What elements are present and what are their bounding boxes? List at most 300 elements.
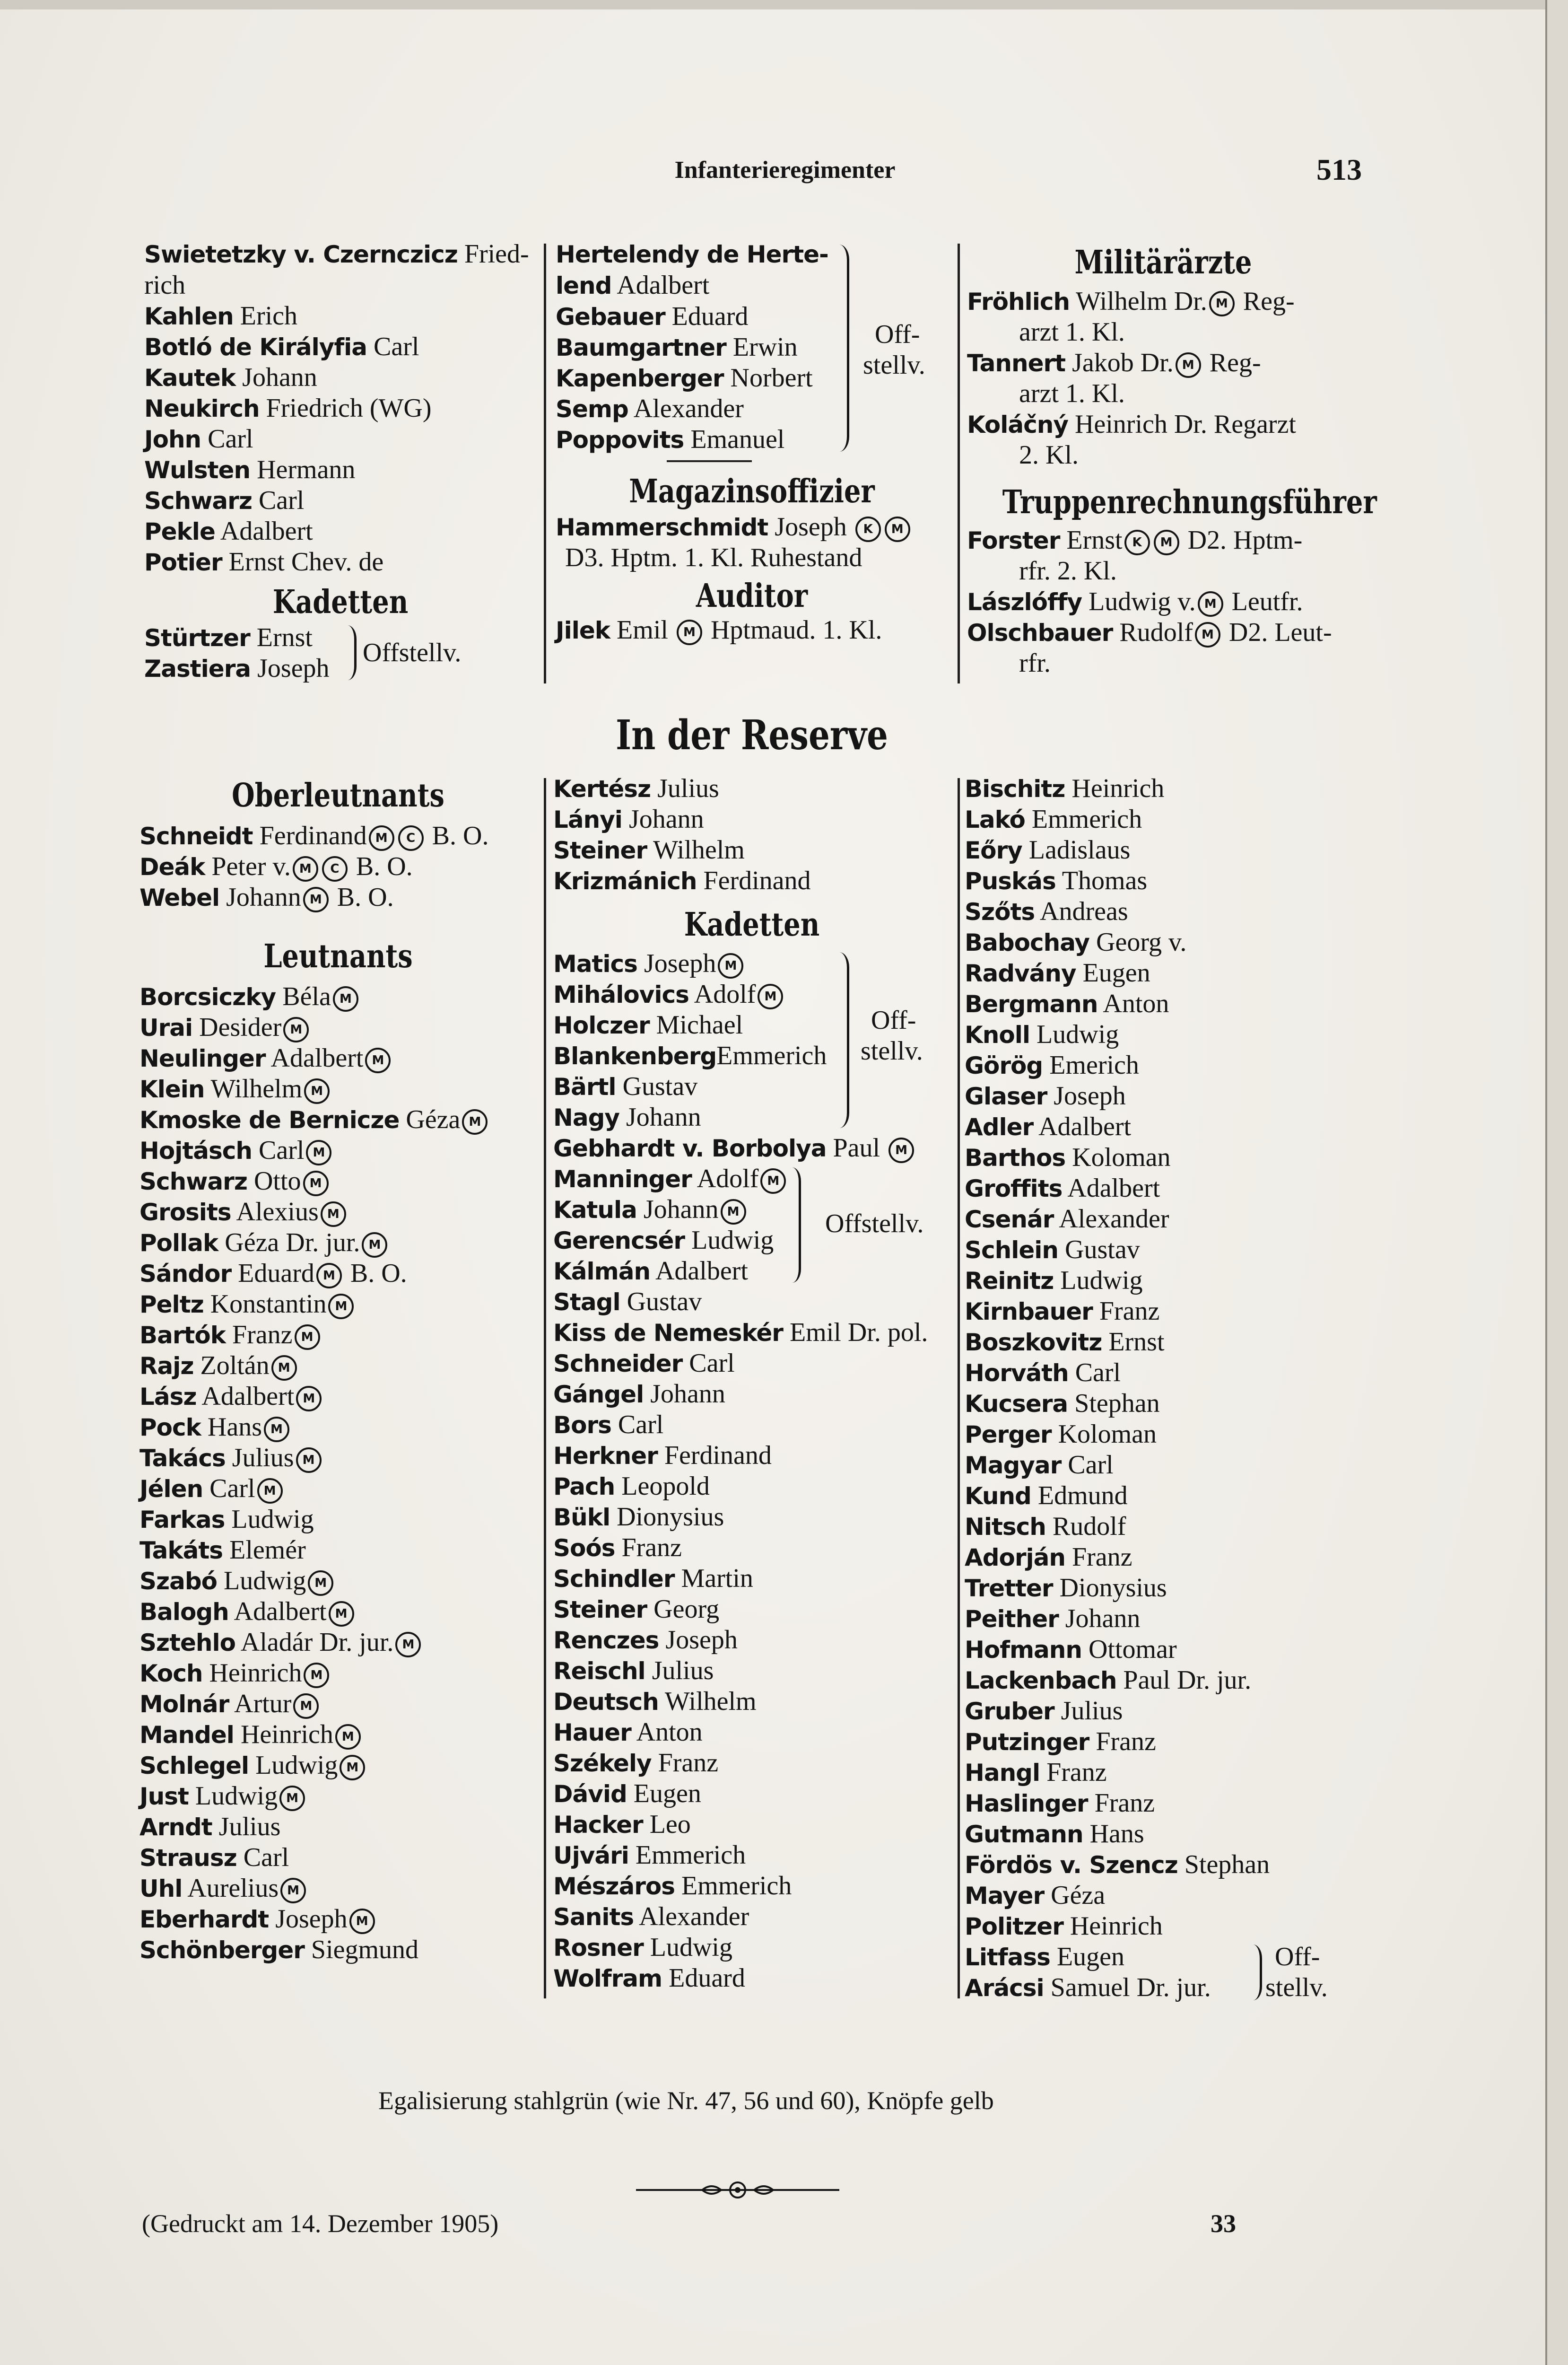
- given-name: Ernst: [1060, 526, 1123, 555]
- list-item: [139, 1043, 537, 1074]
- surname: Blankenberg: [553, 1042, 717, 1070]
- list-item: [965, 1388, 1362, 1419]
- given-name: Heinrich: [202, 1658, 302, 1688]
- given-name: Joseph: [659, 1625, 738, 1655]
- surname: Kucsera: [965, 1390, 1068, 1418]
- list-item: [967, 348, 1359, 378]
- list-item: [965, 1050, 1362, 1081]
- given-name: Ludwig: [217, 1566, 306, 1595]
- surname: Holczer: [553, 1012, 650, 1039]
- given-name: Franz: [1088, 1788, 1155, 1818]
- list-item: [139, 882, 537, 913]
- surname: Klein: [139, 1076, 205, 1103]
- rank-note: B. O.: [425, 821, 489, 850]
- m-badge-icon: M: [303, 887, 329, 912]
- militaerarzte-heading: Militärärzte: [1074, 244, 1252, 281]
- given-name: Ernst Chev. de: [222, 547, 384, 577]
- list-item: [965, 1419, 1362, 1450]
- list-item: [139, 1381, 537, 1412]
- rank-note: B. O.: [330, 883, 394, 912]
- list-item: [553, 1778, 950, 1809]
- given-name: Ferdinand: [657, 1441, 772, 1470]
- given-name: Joseph: [1047, 1081, 1126, 1111]
- given-name: Michael: [649, 1010, 743, 1040]
- surname: Kahlen: [144, 303, 234, 330]
- given-name: Erwin: [726, 333, 798, 362]
- surname: Gángel: [553, 1381, 644, 1408]
- m-badge-icon: M: [1154, 530, 1179, 555]
- given-name: Ladislaus: [1022, 835, 1131, 865]
- given-name: Carl: [203, 1474, 255, 1503]
- surname: Koch: [139, 1660, 203, 1687]
- list-item: [967, 617, 1359, 648]
- given-name: Friedrich (WG): [259, 394, 432, 423]
- list-item: [553, 1932, 950, 1963]
- given-name: Wilhelm: [204, 1074, 303, 1104]
- rank-note: Reg-: [1202, 348, 1261, 377]
- given-name: Dionysius: [1053, 1573, 1167, 1603]
- running-head: Infanterieregimenter: [674, 157, 896, 184]
- surname: Szabó: [139, 1568, 217, 1595]
- c-badge-icon: C: [322, 856, 348, 882]
- list-item: [144, 301, 537, 332]
- surname: Bükl: [553, 1504, 610, 1531]
- list-item: [553, 948, 950, 979]
- given-name: Eduard: [665, 302, 749, 331]
- off-note: Off-: [1275, 1942, 1320, 1971]
- given-name: Konstantin: [203, 1289, 327, 1319]
- c-badge-icon: C: [398, 825, 424, 851]
- list-item: [965, 1112, 1362, 1142]
- list-item: [965, 1880, 1362, 1911]
- given-name: Franz: [1040, 1758, 1107, 1787]
- given-name: Franz: [1065, 1542, 1132, 1572]
- surname: Lányi: [553, 806, 622, 833]
- surname: Sztehlo: [139, 1629, 236, 1656]
- surname: Farkas: [139, 1506, 225, 1533]
- surname: Lászlóffy: [967, 588, 1082, 616]
- m-badge-icon: M: [271, 1355, 297, 1381]
- brace: [839, 245, 849, 452]
- surname: Haslinger: [965, 1790, 1088, 1817]
- surname: Schwarz: [144, 487, 252, 515]
- given-name: Gustav: [1058, 1235, 1140, 1264]
- list-item-continuation: D3. Hptm. 1. Kl. Ruhestand: [565, 543, 862, 572]
- surname: Peither: [965, 1605, 1059, 1633]
- list-item: Arácsi Samuel Dr. jur.: [965, 1973, 1211, 2002]
- surname: Bartók: [139, 1322, 226, 1349]
- list-item: [965, 1665, 1362, 1696]
- list-item: [144, 393, 537, 424]
- surname: Gerencsér: [553, 1227, 685, 1254]
- given-name: Ludwig: [1054, 1266, 1143, 1295]
- given-name: Siegmund: [304, 1935, 419, 1964]
- given-name: Desider: [192, 1013, 282, 1042]
- given-name: Emmerich: [1025, 805, 1142, 834]
- list-item: [965, 896, 1362, 927]
- surname: Bors: [553, 1411, 611, 1439]
- given-name: Adalbert: [1062, 1174, 1160, 1203]
- given-name: Wilhelm: [658, 1687, 757, 1716]
- given-name: Ludwig: [225, 1505, 314, 1534]
- surname: Neukirch: [144, 395, 260, 422]
- given-name: Julius: [1054, 1696, 1123, 1726]
- given-name: Otto: [247, 1166, 301, 1196]
- given-name: Paul Dr. jur.: [1116, 1665, 1252, 1695]
- oberleutnants-list: [139, 821, 537, 913]
- surname: Eberhardt: [139, 1906, 269, 1933]
- surname: Glaser: [965, 1083, 1047, 1110]
- list-item: [553, 1748, 950, 1778]
- list-item: [139, 1350, 537, 1381]
- given-name: Johann: [636, 1195, 719, 1224]
- given-name: Ludwig: [249, 1751, 338, 1780]
- given-name: Leopold: [615, 1472, 710, 1501]
- given-name: Emanuel: [684, 425, 785, 454]
- list-item: Litfass Eugen: [965, 1942, 1124, 1971]
- surname: Ujvári: [553, 1842, 629, 1869]
- surname: Potier: [144, 549, 222, 576]
- list-item: [967, 286, 1359, 317]
- m-badge-icon: M: [283, 1017, 309, 1042]
- rank-note: Reg-: [1236, 287, 1295, 316]
- given-name: Carl: [201, 424, 253, 454]
- list-item: [139, 1258, 537, 1289]
- surname: Magyar: [965, 1452, 1062, 1479]
- ornament-divider-icon: [636, 2176, 839, 2204]
- given-name: Ferdinand: [253, 821, 367, 850]
- column-3-top: [967, 239, 1377, 679]
- list-item: [553, 1717, 950, 1748]
- surname: Gruber: [965, 1698, 1054, 1725]
- m-badge-icon: M: [1198, 591, 1223, 617]
- list-item: [965, 958, 1362, 989]
- m-badge-icon: M: [308, 1570, 333, 1596]
- stellv-note: stellv.: [1265, 1973, 1328, 2002]
- reserve-heading: In der Reserve: [616, 711, 888, 759]
- list-item: [965, 1296, 1362, 1327]
- surname: Hofmann: [965, 1636, 1082, 1664]
- surname: Kund: [965, 1482, 1031, 1510]
- kadetten-heading-2: Kadetten: [684, 906, 820, 944]
- list-item: [965, 1327, 1362, 1358]
- rank-note: Leutfr.: [1225, 587, 1303, 616]
- column-2-reserve: [553, 773, 950, 1994]
- list-item: [139, 1197, 537, 1227]
- surname: Schwarz: [139, 1168, 247, 1195]
- given-name: Heinrich: [1063, 1911, 1163, 1941]
- surname: Manninger: [553, 1165, 692, 1193]
- list-item: Hammerschmidt Joseph K M: [556, 512, 948, 543]
- m-badge-icon: M: [885, 517, 910, 542]
- given-name: Edmund: [1031, 1481, 1128, 1510]
- given-name: Gustav: [616, 1072, 698, 1101]
- list-item: [553, 1071, 950, 1102]
- list-item: Gebhardt v. Borbolya Paul M: [553, 1133, 950, 1164]
- list-item: Stürtzer Ernst: [144, 623, 313, 652]
- column-rule-4: [958, 778, 960, 1998]
- list-item: [553, 1594, 950, 1625]
- given-name: Adolf: [688, 980, 756, 1009]
- list-item: [139, 1012, 537, 1043]
- given-name: Stephan: [1177, 1850, 1270, 1879]
- list-item: Zastiera Joseph: [144, 654, 330, 683]
- rank-note: D2. Hptm-: [1181, 526, 1303, 555]
- m-badge-icon: M: [316, 1263, 342, 1288]
- given-name: Géza Dr. jur.: [218, 1228, 360, 1257]
- given-name: Carl: [367, 332, 419, 361]
- surname: Matics: [553, 950, 637, 978]
- given-name: Ernst: [1102, 1327, 1165, 1357]
- given-name: Hans: [200, 1412, 262, 1442]
- surname: Urai: [139, 1014, 193, 1042]
- given-name: Heinrich Dr. Regarzt: [1068, 410, 1296, 439]
- offstellv-group: [556, 239, 948, 456]
- list-item: [965, 1235, 1362, 1265]
- egalisierung-note: Egalisierung stahlgrün (wie Nr. 47, 56 und 60), Knöpfe gelb: [378, 2086, 994, 2115]
- list-item: [965, 1573, 1362, 1603]
- list-item: [553, 1533, 950, 1563]
- given-name: Ludwig: [643, 1933, 732, 1962]
- list-item: [144, 455, 537, 485]
- col1-top-list: [144, 301, 537, 578]
- list-item: [553, 1287, 950, 1317]
- list-item: [553, 1440, 950, 1471]
- column-rule-3: [544, 778, 546, 1998]
- given-name: Emmerich: [628, 1840, 746, 1870]
- surname: Schneider: [553, 1350, 683, 1377]
- list-item: [139, 1535, 537, 1566]
- list-item: [139, 1904, 537, 1935]
- surname: Wolfram: [553, 1965, 662, 1992]
- given-name: Géza: [1044, 1881, 1106, 1910]
- offstellv-note: Offstellv.: [825, 1209, 924, 1238]
- given-name: Stephan: [1068, 1389, 1160, 1418]
- given-name: Aladár Dr. jur.: [235, 1628, 394, 1657]
- m-badge-icon: M: [760, 1168, 786, 1194]
- given-name: Rudolf: [1045, 1512, 1126, 1541]
- m-badge-icon: M: [264, 1417, 289, 1442]
- surname: Steiner: [553, 837, 647, 864]
- kadetten-heading-1: Kadetten: [272, 583, 409, 621]
- given-name: Georg v.: [1089, 928, 1187, 957]
- surname: Mandel: [139, 1721, 234, 1749]
- surname: Lász: [139, 1383, 197, 1410]
- m-badge-icon: M: [1209, 291, 1235, 316]
- list-item: [144, 516, 537, 547]
- list-item: [144, 485, 537, 516]
- given-name: Ludwig v.: [1082, 587, 1196, 616]
- kadetten-2-group-1: [553, 948, 950, 1133]
- surname: Rajz: [139, 1352, 194, 1380]
- list-item: [553, 1625, 950, 1656]
- surname: Baumgartner: [556, 334, 726, 361]
- list-item: [139, 1627, 537, 1658]
- list-item: [553, 1410, 950, 1440]
- off-note: Off-: [871, 1006, 916, 1035]
- given-name: Anton: [1098, 989, 1169, 1018]
- list-item: [139, 821, 537, 851]
- surname: Webel: [139, 884, 220, 911]
- surname: Peltz: [139, 1291, 204, 1318]
- column-1-reserve: [139, 771, 537, 1965]
- surname: Schlein: [965, 1236, 1059, 1264]
- surname: Putzinger: [965, 1728, 1089, 1756]
- given-name: Johann: [235, 363, 317, 392]
- given-name: Jakob Dr.: [1065, 348, 1174, 377]
- given-name: Ferdinand: [697, 866, 811, 895]
- given-name: Johann: [1058, 1604, 1141, 1633]
- m-badge-icon: M: [758, 984, 783, 1009]
- surname: Fördös v. Szencz: [965, 1851, 1178, 1879]
- surname: Politzer: [965, 1913, 1063, 1940]
- given-name: Franz: [1092, 1296, 1160, 1326]
- given-name: Erich: [233, 301, 298, 331]
- list-item: [139, 1473, 537, 1504]
- list-item: [139, 1566, 537, 1596]
- surname: Görög: [965, 1052, 1043, 1079]
- m-badge-icon: M: [304, 1663, 329, 1688]
- surname: Deutsch: [553, 1688, 659, 1716]
- surname: Sándor: [139, 1260, 232, 1288]
- list-item: [139, 1074, 537, 1104]
- surname: Strausz: [139, 1844, 237, 1872]
- surname: Koláčný: [967, 411, 1068, 438]
- surname: Knoll: [965, 1021, 1030, 1049]
- list-item: [139, 1289, 537, 1320]
- surname: Székely: [553, 1750, 652, 1777]
- rank-note: B. O.: [343, 1259, 407, 1288]
- surname: Katula: [553, 1196, 637, 1224]
- given-name: Alexius: [231, 1197, 319, 1226]
- militaerarzte-list: [967, 286, 1359, 471]
- surname: Just: [139, 1783, 189, 1810]
- list-item: [553, 866, 950, 896]
- given-name: Adalbert: [215, 517, 313, 546]
- surname: Tannert: [967, 350, 1066, 377]
- surname: Kmoske de Bernicze: [139, 1106, 400, 1134]
- surname: Schindler: [553, 1565, 675, 1593]
- list-item: [965, 927, 1362, 958]
- list-item: [139, 1135, 537, 1166]
- list-item: [965, 989, 1362, 1019]
- list-item: [139, 981, 537, 1012]
- given-name: Emil Dr. pol.: [783, 1318, 928, 1347]
- list-item: Jilek Emil M Hptmaud. 1. Kl.: [556, 615, 882, 645]
- list-item: [139, 1166, 537, 1197]
- given-name: Alexander: [1054, 1204, 1169, 1234]
- m-badge-icon: M: [333, 986, 358, 1012]
- list-item: [965, 1450, 1362, 1480]
- given-name: Carl: [682, 1349, 735, 1378]
- surname: Reinitz: [965, 1267, 1054, 1295]
- given-name: Carl: [1068, 1358, 1121, 1387]
- list-item: [965, 1019, 1362, 1050]
- m-badge-icon: M: [280, 1878, 306, 1903]
- surname: Hangl: [965, 1759, 1040, 1787]
- surname: Hojtásch: [139, 1137, 252, 1165]
- brace: [839, 952, 849, 1128]
- surname: Mayer: [965, 1882, 1045, 1910]
- surname: Rosner: [553, 1934, 644, 1962]
- given-name: Heinrich: [234, 1720, 333, 1749]
- surname: Mészáros: [553, 1873, 675, 1900]
- surname: Reischl: [553, 1657, 645, 1685]
- m-badge-icon: M: [304, 1078, 330, 1104]
- given-name: Adalbert: [265, 1043, 364, 1073]
- surname: Arndt: [139, 1813, 212, 1841]
- given-name: Géza: [399, 1105, 461, 1134]
- list-item: [553, 1102, 950, 1133]
- list-item: [553, 1871, 950, 1901]
- given-name: Aurelius: [182, 1874, 279, 1903]
- scan-edge-top: [0, 0, 1568, 9]
- surname: Botló de Királyfia: [144, 333, 367, 361]
- given-name: Eugen: [627, 1779, 701, 1808]
- list-item: [553, 1686, 950, 1717]
- surname: Adler: [965, 1113, 1034, 1141]
- k-badge-icon: K: [855, 517, 881, 542]
- truppen-list: [967, 525, 1359, 679]
- m-badge-icon: M: [257, 1478, 283, 1504]
- list-item: Hertelendy de Herte-lend Adalbert: [556, 241, 828, 300]
- given-name: Hans: [1083, 1819, 1144, 1848]
- list-item: [965, 1911, 1362, 1942]
- surname: Poppovits: [556, 426, 684, 454]
- m-badge-icon: M: [306, 1140, 331, 1165]
- given-name: Adalbert: [1033, 1112, 1132, 1141]
- list-item: [967, 409, 1359, 440]
- given-name: Leo: [643, 1810, 691, 1839]
- list-item: [139, 1504, 537, 1535]
- given-name: Carl: [611, 1410, 664, 1439]
- kadetten-2-list-3: [553, 1287, 950, 1994]
- list-item: [965, 1603, 1362, 1634]
- list-item: [553, 1164, 950, 1194]
- given-name: Julius: [225, 1443, 294, 1472]
- m-badge-icon: M: [889, 1138, 914, 1163]
- surname: Takács: [139, 1445, 226, 1472]
- given-name: Emmerich: [675, 1871, 792, 1901]
- list-item: [965, 1142, 1362, 1173]
- surname: Babochay: [965, 929, 1090, 956]
- printed-date: (Gedruckt am 14. Dezember 1905): [142, 2209, 499, 2238]
- list-item: [139, 851, 537, 882]
- list-item: [965, 1173, 1362, 1204]
- column-1-top: [144, 239, 537, 684]
- given-name: Joseph: [637, 949, 716, 978]
- surname: Bergmann: [965, 990, 1098, 1018]
- given-name: Julius: [651, 774, 719, 803]
- surname: Lakó: [965, 806, 1025, 833]
- m-badge-icon: M: [721, 1199, 746, 1225]
- list-item: [965, 1542, 1362, 1573]
- list-item: [556, 424, 948, 455]
- m-badge-icon: M: [321, 1201, 346, 1227]
- list-item: [139, 1596, 537, 1627]
- m-badge-icon: M: [296, 1386, 322, 1411]
- surname: Pock: [139, 1414, 201, 1441]
- given-name: Alexander: [628, 394, 744, 423]
- given-name: Norbert: [723, 363, 813, 393]
- given-name: Ludwig: [188, 1781, 278, 1811]
- given-name: Eduard: [231, 1259, 314, 1288]
- list-item: [553, 1656, 950, 1686]
- list-item: [139, 1750, 537, 1781]
- list-item: [139, 1842, 537, 1873]
- rank-note: D2. Leut-: [1222, 618, 1332, 647]
- column-2-top: [556, 239, 948, 646]
